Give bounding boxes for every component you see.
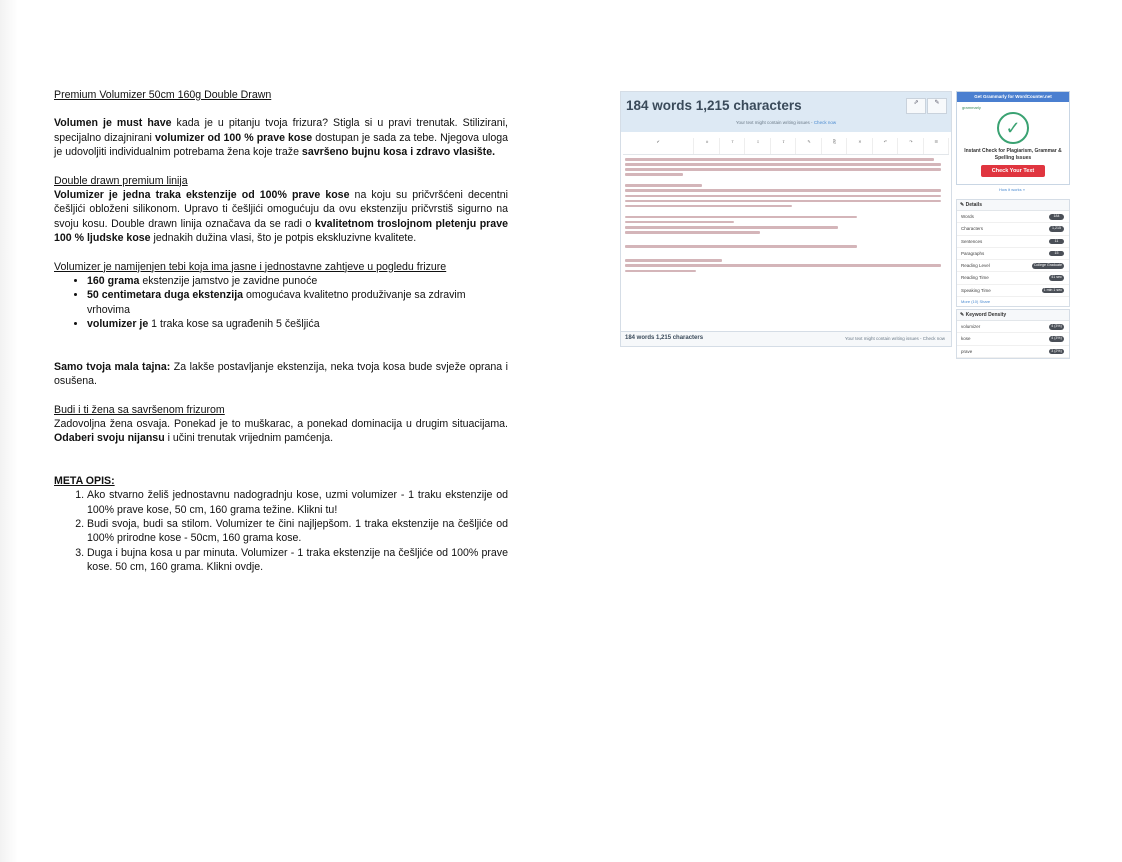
feature-list [54,274,508,332]
wordcounter-header [621,92,951,132]
detail-value: 41 sec [1049,275,1064,281]
tip-text: Za lakše postavljanje ekstenzija, neka tvoja kosa bude svježe oprana i osušena. [54,360,508,388]
toolbar-button: ⇧ [772,138,796,154]
list-item: 2. Budi svoja, budi sa stilom. Volumizer te čini najljepšom. 1 traka ekstenzije na češljiće od 100% prirodne kose - 50cm, 160 grama kose. [87,517,508,546]
intro-bold-3: savršeno bujnu kosa i zdravo vlasište. [301,146,496,159]
grammarly-headline: Instant Check for Plagiarism, Grammar & Spelling Issues [964,148,1062,161]
intro-bold-2: volumizer od 100 % prave kose [154,131,313,144]
meta-title [54,474,508,488]
closing-paragraph [54,417,508,446]
list-item [87,288,508,317]
details-panel [956,199,1070,307]
keyword-label: volumizer [961,324,981,329]
keyword-value: 4 (3%) [1049,324,1064,330]
detail-label: Words [961,214,974,219]
grammarly-logo: grammarly [962,105,981,110]
detail-row [957,223,1069,235]
writing-issues-note [621,120,951,125]
writing-issues-text: Your text might contain writing issues - [735,120,813,125]
keyword-row [957,321,1069,333]
toolbar-button: ⎘ [823,138,847,154]
wordcounter-screenshot [620,88,1072,354]
grammarly-card [956,91,1070,185]
dd-text-2: jednakih dužina vlasi, što je potpis ekskluzivne kvalitete. [150,232,417,245]
keyword-density-heading: ✎ Keyword Density [957,310,1069,321]
bullet-text: ekstenzije jamstvo je zavidne punoće [139,275,318,288]
footer-word-count: 184 words 1,215 characters [625,335,704,341]
meta-list [54,488,508,574]
keyword-row [957,346,1069,358]
toolbar-button: T [721,138,745,154]
footer-issues-note: Your text might contain writing issues - Check now [844,336,945,341]
toolbar-button: ↶ [874,138,898,154]
detail-row [957,285,1069,297]
detail-value: 1 min 1 sec [1043,287,1062,292]
intro-paragraph [54,116,508,159]
closing-bold: Odaberi svoju nijansu [54,432,165,445]
detail-value: 11 [1049,239,1064,245]
detail-label: Reading Level [961,263,990,269]
list-item [87,274,508,288]
detail-label: Sentences [961,238,983,244]
more-link: More (10) Share [961,299,991,305]
details-title: Details [965,202,982,208]
detail-row [957,248,1069,260]
detail-value: 1,215 [1049,226,1064,232]
checkmark-icon: ✓ [997,112,1029,144]
toolbar-button: ✕ [848,138,872,154]
detail-value: 184 [1049,214,1064,220]
closing-text-2: i učini trenutak vrijednim pamćenja. [164,432,334,445]
section-heading-volumizer: Volumizer je namijenjen tebi koja ima jasne i jednostavne zahtjeve u pogledu frizure [54,260,447,273]
wordcounter-editor [620,91,952,347]
check-your-text-button: Check Your Text [981,165,1045,177]
keyword-value: 4 (3%) [1049,336,1064,342]
toolbar-button: ⇩ [746,138,770,154]
document-body [54,88,508,575]
tip-paragraph [54,360,508,389]
list-item: 3. Duga i bujna kosa u par minuta. Volumizer - 1 traka ekstenzije na češljiće od 100% prave kose. 50 cm, 160 grama. Klikni ovdje. [87,546,508,575]
detail-label: Reading Time [961,275,989,281]
toolbar-button: ↷ [899,138,923,154]
keyword-density-panel [956,309,1070,359]
intro-text-2: dostupan je sada za tebe. Njegova uloga je udovoljiti individualnim potrebama žena koje traže [54,131,508,159]
details-heading: ✎ Details [957,200,1069,211]
keyword-density-title: Keyword Density [965,312,1007,318]
detail-value: College Graduate [1033,263,1062,268]
detail-label: Speaking Time [961,287,991,293]
toolbar-button: ☰ [925,138,949,154]
keyword-label: prave [961,348,973,354]
bullet-text: omogućava kvalitetno produživanje sa zdravim vrhovima [87,289,466,316]
keyword-value: 3 (2%) [1049,349,1064,355]
toolbar-button: ✔ [623,138,694,154]
tip-bold: Samo tvoja mala tajna: [54,360,171,373]
dd-text-1: na koju su pričvršćeni decentni češljići obloženi silikonom. Upravo ti češljići omogućuju da ovu ekstenziju pričvrstiš sigurno na svoju kosu. Double drawn linija označava da se radi o [54,189,508,230]
page-left-shadow [0,0,18,862]
intro-bold-1: Volumen je must have [54,117,172,130]
how-it-works-link: How it works » [998,187,1025,192]
closing-text-1: Zadovoljna žena osvaja. Ponekad je to muškarac, a ponekad dominacija u drugim situacijama. [54,417,508,430]
detail-label: Characters [961,226,984,232]
dd-bold-2: kvalitetnom troslojnom pletenju prave 100 % ljudske kose [54,217,508,245]
double-drawn-paragraph [54,188,508,246]
bullet-bold: volumizer je [87,318,149,331]
detail-row [957,272,1069,284]
intro-text-1: kada je u pitanju tvoja frizura? Stigla si u pravi trenutak. Stilizirani, specijalno dizajnirani [54,117,508,144]
activate-icon: ⇗ [906,98,926,114]
bullet-bold: 50 centimetara duga ekstenzija [87,289,244,302]
bullet-bold: 160 grama [87,275,140,288]
bullet-text: 1 traka kose sa ugrađenih 5 češljića [148,318,320,331]
list-item [87,317,508,331]
section-heading-budi: Budi i ti žena sa savršenom frizurom [54,403,225,416]
grammarly-banner: Get Grammarly for WordCounter.net [957,92,1069,102]
dd-bold-1: Volumizer je jedna traka ekstenzije od 100% prave kose [54,189,350,202]
word-count-title: 184 words 1,215 characters [626,98,802,113]
keyword-row [957,333,1069,345]
section-heading-double-drawn: Double drawn premium linija [54,174,188,187]
keyword-label: kose [961,336,971,342]
detail-row [957,211,1069,223]
options-icon: ✎ [927,98,947,114]
detail-label: Paragraphs [961,250,985,256]
toolbar-button: ✎ [797,138,821,154]
check-now-link: Check now [813,120,837,125]
doc-title: Premium Volumizer 50cm 160g Double Drawn [54,89,272,101]
wordcounter-sidebar [956,91,1068,354]
detail-row [957,236,1069,248]
list-item: 1. Ako stvarno želiš jednostavnu nadogradnju kose, uzmi volumizer - 1 traku ekstenzije od 100% prave kose, 50 cm, 160 grama težine. Klikni tu! [87,488,508,517]
detail-row [957,260,1069,272]
toolbar-button: # [695,138,719,154]
editor-text-area [625,158,947,275]
meta-title-text: META OPIS: [54,474,115,487]
editor-footer [621,331,951,346]
editor-toolbar [623,138,949,155]
detail-value: 15 [1049,251,1064,257]
